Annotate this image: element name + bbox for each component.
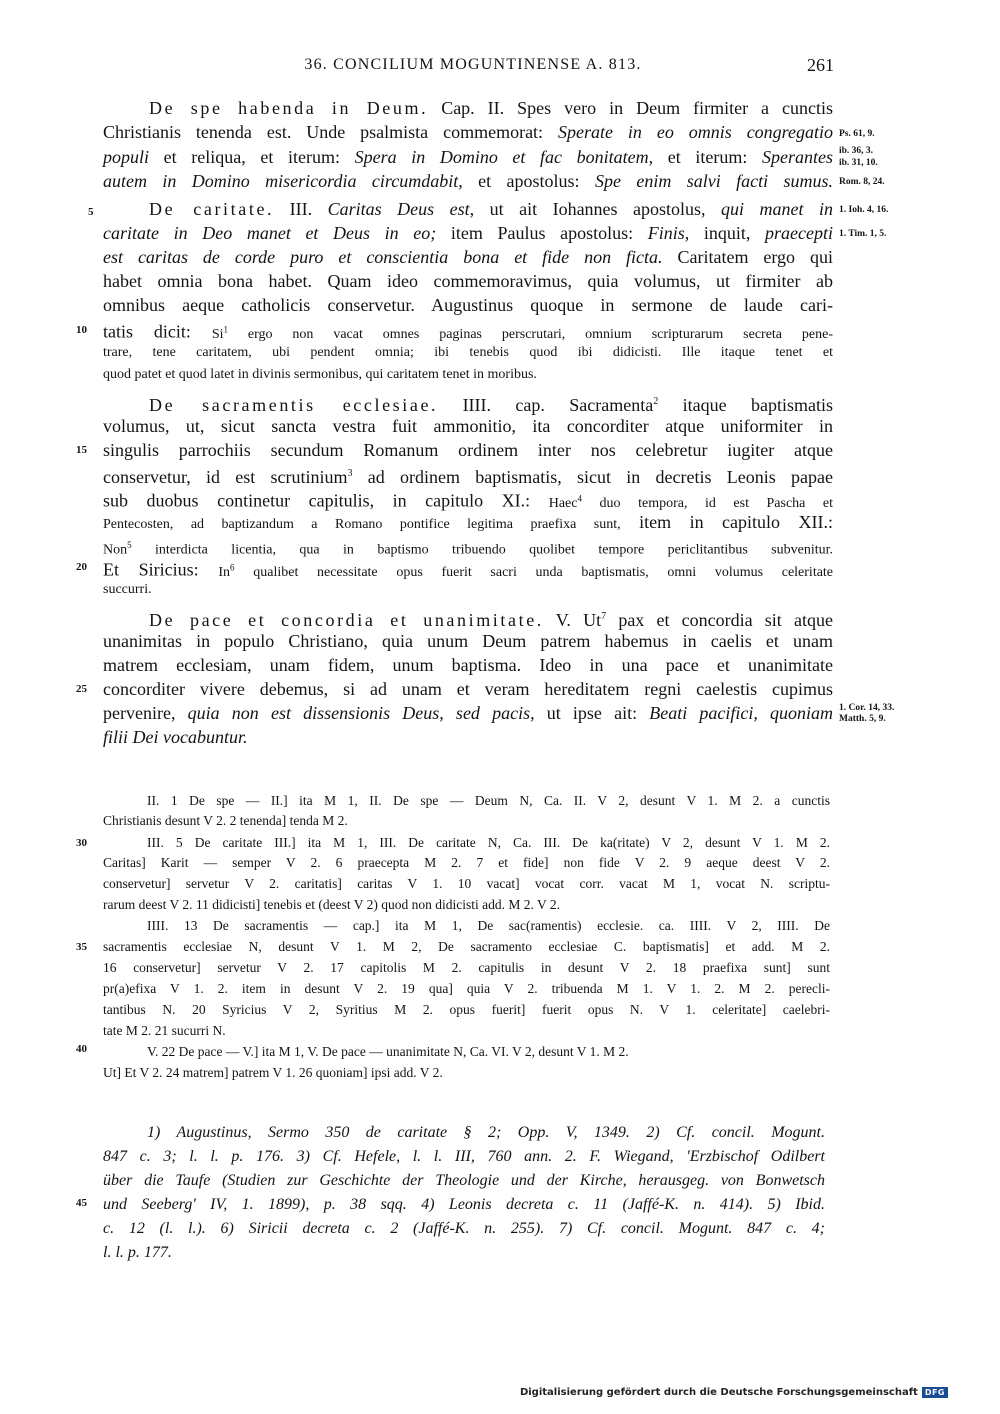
apparatus-line: Caritas] Karit — semper V 2. 6 praecepta M 2. 7 et fide] non fide V 2. 9 aeque deest V 2. xyxy=(103,855,830,870)
funding-notice xyxy=(520,1387,948,1398)
section-pace-line-6: filii Dei vocabuntur. xyxy=(103,727,248,747)
section-spe-line-1: De spe habenda in Deum. Cap. II. Spes vero in Deum firmiter a cunctis xyxy=(149,98,834,118)
margin-ref: 1. Ioh. 4, 16. xyxy=(839,205,889,215)
margin-ref: 1. Tim. 1, 5. xyxy=(839,229,887,239)
section-pace-line-1: De pace et concordia et unanimitate. V. Ut$^7$ pax et concordia sit atque xyxy=(149,610,833,630)
apparatus-line: pr(a)efixa V 1. 2. item in desunt V 2. 19 qua] quia V 2. tribuenda M 1. V 1. 2. M 2. perecli- xyxy=(103,981,830,996)
footnote-line: c. 12 (l. l.). 6) Siricii decreta c. 2 (Jaffé-K. n. 255). 7) Cf. concil. Mogunt. 847 c. 4; xyxy=(103,1220,825,1237)
section-sacramentis-line-5: sub duobus continetur capitulis, in capitulo XI.: Haec$^4$ duo tempora, id est Pascha et xyxy=(103,490,834,511)
line-number: 40 xyxy=(76,1043,87,1055)
margin-ref: Ps. 61, 9. xyxy=(839,129,875,139)
section-caritate-line-4: habet omnia bona habet. Quam ideo commemoravimus, quia volumus, ut firmiter ab xyxy=(103,271,833,291)
section-sacramentis-line-9: succurri. xyxy=(103,582,152,597)
section-heading-spe: De spe habenda in Deum. xyxy=(149,98,429,118)
funding-text: Digitalisierung gefördert durch die Deutsche Forschungsgemeinschaft xyxy=(519,1387,918,1398)
section-caritate-line-6: tatis dicit: Si$^1$ ergo non vacat omnes paginas perscrutari, omnium scripturarum secreta pene- xyxy=(103,321,833,342)
section-sacramentis-line-2: volumus, ut, sicut sancta vestra fuit ammonitio, ita concorditer atque uniformiter in xyxy=(103,416,833,436)
section-sacramentis-line-7: Non$^5$ interdicta licentia, qua in baptismo tribuendo quolibet tempore periclitantibus subvenitur. xyxy=(103,540,833,558)
footnote-line: 1) Augustinus, Sermo 350 de caritate § 2; Opp. V, 1349. 2) Cf. concil. Mogunt. xyxy=(147,1124,825,1141)
section-heading-caritate: De caritate. xyxy=(149,199,275,219)
section-pace-line-4: concorditer vivere debemus, si ad unam et veram hereditatem regni caelestis cupimus xyxy=(103,679,833,699)
section-caritate-line-2: caritate in Deo manet et Deus in eo; item Paulus apostolus: Finis, inquit, praecepti xyxy=(103,223,834,243)
apparatus-line: Christianis desunt V 2. 2 tenenda] tenda M 2. xyxy=(103,813,348,828)
section-caritate-line-7: trare, tene caritatem, ubi pendent omnia; ibi tenebis quod ibi didicisti. Ille itaque tenet et xyxy=(103,345,833,360)
apparatus-line: conservetur] servetur V 2. caritatis] caritas V 1. 10 vacat] vocat corr. vacat M 1, vocat N. scriptu- xyxy=(103,876,830,891)
apparatus-line: Ut] Et V 2. 24 matrem] patrem V 1. 26 quoniam] ipsi add. V 2. xyxy=(103,1065,443,1080)
apparatus-line: tate M 2. 21 sucurri N. xyxy=(103,1023,226,1038)
section-heading-pace: De pace et concordia et unanimitate. xyxy=(149,610,544,630)
page-number: 261 xyxy=(807,55,834,75)
section-sacramentis-line-8: Et Siricius: In$^6$ qualibet necessitate opus fuerit sacri unda baptismatis, omni volumus celeritate xyxy=(103,559,834,580)
section-caritate-line-8: quod patet et quod latet in divinis sermonibus, qui caritatem tenet in moribus. xyxy=(103,367,537,382)
margin-ref: 1. Cor. 14, 33. xyxy=(839,703,895,713)
apparatus-line: tantibus N. 20 Syricius V 2, Syritius M 2. opus fuerit] fuerit opus N. V 1. celeritate] caelebri- xyxy=(103,1002,830,1017)
dfg-logo: DFG xyxy=(922,1387,948,1398)
section-sacramentis-line-3: singulis parrochiis secundum Romanum ordinem inter nos celebretur iugiter atque xyxy=(103,440,833,460)
apparatus-line: sacramentis ecclesiae N, desunt V 1. M 2, De sacramento ecclesiae C. baptismatis] et add. M 2. xyxy=(103,939,830,954)
section-spe-line-4: autem in Domino misericordia circumdabit, et apostolus: Spe enim salvi facti sumus. xyxy=(103,171,834,191)
footnote-line: und Seeberg' IV, 1. 1899), p. 38 sqq. 4) Leonis decreta c. 11 (Jaffé-K. n. 414). 5) Ibid. xyxy=(103,1196,825,1213)
section-sacramentis-line-6: Pentecosten, ad baptizandum a Romano pontifice legitima praefixa sunt, item in capitulo XII.: xyxy=(103,512,833,532)
line-number: 30 xyxy=(76,837,87,849)
apparatus-line: rarum deest V 2. 11 didicisti] tenebis et (deest V 2) quod non didicisti add. M 2. V 2. xyxy=(103,897,560,912)
section-spe-line-3: populi et reliqua, et iterum: Spera in Domino et fac bonitatem, et iterum: Sperantes xyxy=(103,147,834,167)
line-number: 35 xyxy=(76,941,87,953)
footnote-line: über die Taufe (Studien zur Geschichte der Theologie und der Kirche, herausgeg. von Bonwetsch xyxy=(103,1172,825,1189)
margin-ref: ib. 31, 10. xyxy=(839,158,878,168)
line-number: 45 xyxy=(76,1197,87,1209)
section-caritate-line-3: est caritas de corde puro et conscientia bona et fide non ficta. Caritatem ergo qui xyxy=(103,247,833,267)
apparatus-line: IIII. 13 De sacramentis — cap.] ita M 1, De sac(ramentis) ecclesie. ca. IIII. V 2, IIII. De xyxy=(147,918,830,933)
margin-ref: ib. 36, 3. xyxy=(839,146,874,156)
section-caritate-line-1: De caritate. III. Caritas Deus est, ut ait Iohannes apostolus, qui manet in xyxy=(149,199,834,219)
footnote-line: 847 c. 3; l. l. p. 176. 3) Cf. Hefele, l. l. III, 760 ann. 2. F. Wiegand, 'Erzbischof Odilbert xyxy=(103,1148,825,1165)
line-number: 5 xyxy=(88,206,94,218)
apparatus-line: V. 22 De pace — V.] ita M 1, V. De pace — unanimitate N, Ca. VI. V 2, desunt V 1. M 2. xyxy=(147,1044,629,1059)
section-caritate-line-5: omnibus aeque catholicis conservetur. Augustinus quoque in sermone de laude cari- xyxy=(103,295,833,315)
margin-ref: Rom. 8, 24. xyxy=(839,177,885,187)
section-heading-sacramentis: De sacramentis ecclesiae. xyxy=(149,395,439,415)
footnote-line: l. l. p. 177. xyxy=(103,1244,172,1261)
section-spe-line-2: Christianis tenenda est. Unde psalmista commemorat: Sperate in eo omnis congregatio xyxy=(103,122,834,142)
apparatus-line: II. 1 De spe — II.] ita M 1, II. De spe — Deum N, Ca. II. V 2, desunt V 1. M 2. a cunctis xyxy=(147,793,830,808)
line-number: 25 xyxy=(76,683,87,695)
section-pace-line-2: unanimitas in populo Christiano, quia unum Deum patrem habemus in caelis et unam xyxy=(103,631,833,651)
section-sacramentis-line-1: De sacramentis ecclesiae. IIII. cap. Sacramenta$^2$ itaque baptismatis xyxy=(149,395,833,415)
apparatus-line: 16 conservetur] servetur V 2. 17 capitolis M 2. capitulis in desunt V 2. 18 praefixa sunt] sunt xyxy=(103,960,830,975)
section-pace-line-5: pervenire, quia non est dissensionis Deus, sed pacis, ut ipse ait: Beati pacifici, quoniam xyxy=(103,703,834,723)
line-number: 20 xyxy=(76,561,87,573)
section-sacramentis-line-4: conservetur, id est scrutinium$^3$ ad ordinem baptismatis, sicut in decretis Leonis papae xyxy=(103,467,833,487)
apparatus-line: III. 5 De caritate III.] ita M 1, III. De caritate N, Ca. III. De ka(ritate) V 2, desunt V 1. M 2. xyxy=(147,835,830,850)
margin-ref: Matth. 5, 9. xyxy=(839,714,886,724)
section-pace-line-3: matrem ecclesiam, unam fidem, unum baptisma. Ideo in una pace et unanimitate xyxy=(103,655,833,675)
line-number: 15 xyxy=(76,444,87,456)
line-number: 10 xyxy=(76,324,87,336)
running-header-title: 36. CONCILIUM MOGUNTINENSE A. 813. xyxy=(304,56,642,73)
